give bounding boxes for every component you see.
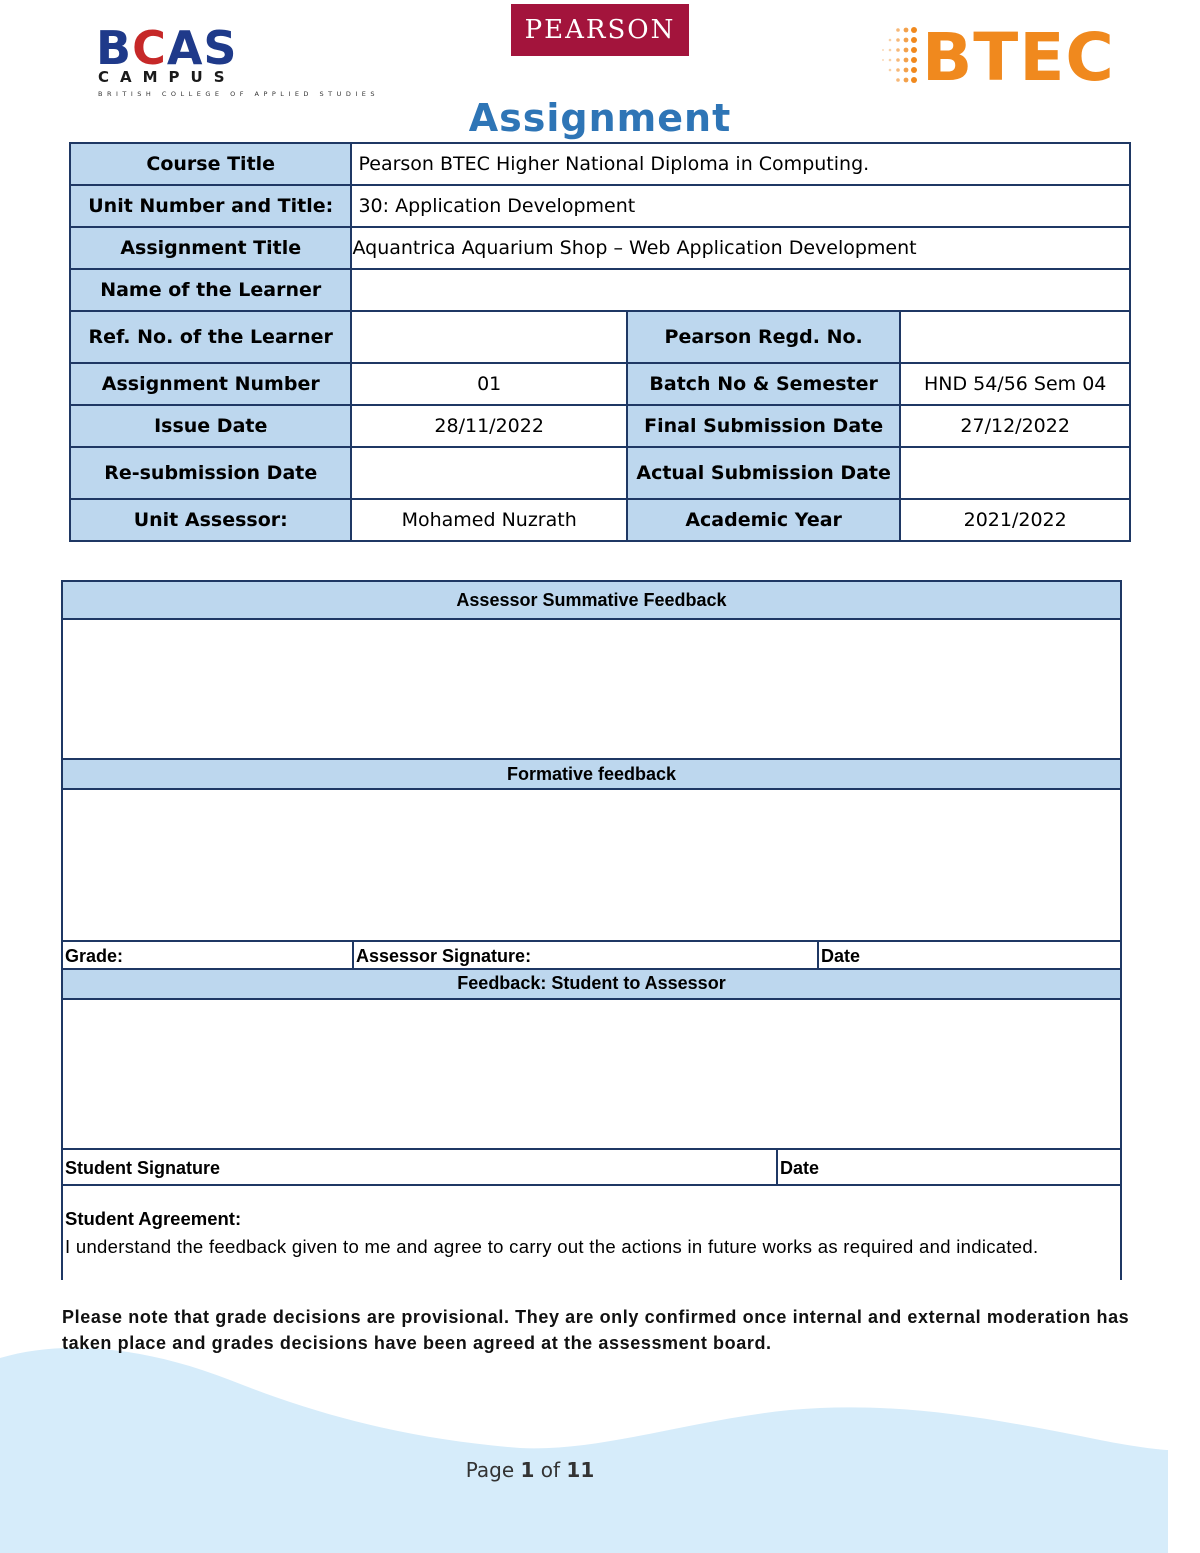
ref-no-label: Ref. No. of the Learner: [70, 311, 351, 363]
student-signature-field[interactable]: Student Signature: [61, 1148, 778, 1186]
resubmission-field[interactable]: [351, 447, 626, 499]
table-row: [70, 311, 1130, 363]
assignment-title-label: Assignment Title: [70, 227, 351, 269]
actual-submission-field[interactable]: [900, 447, 1130, 499]
pearson-regd-label: Pearson Regd. No.: [627, 311, 900, 363]
table-row: [70, 363, 1130, 405]
learner-name-label: Name of the Learner: [70, 269, 351, 311]
assessor-signature-field[interactable]: Assessor Signature:: [352, 940, 819, 970]
table-row: [70, 405, 1130, 447]
feedback-section: [61, 580, 1122, 1280]
table-row: [70, 499, 1130, 541]
summative-feedback-area[interactable]: [61, 620, 1122, 758]
provisional-grade-note: Please note that grade decisions are provisional. They are only confirmed once internal and external moderation has taken place and grades decisions have been agreed at the assessment board.: [62, 1307, 1130, 1353]
summative-feedback-header: Assessor Summative Feedback: [61, 580, 1122, 620]
student-date-field[interactable]: Date: [776, 1148, 1122, 1186]
assignment-number-value: 01: [351, 363, 626, 405]
unit-assessor-value: Mohamed Nuzrath: [351, 499, 626, 541]
grade-field[interactable]: Grade:: [61, 940, 354, 970]
btec-logo: BTEC: [878, 20, 1118, 98]
unit-value: 30: Application Development: [351, 185, 1130, 227]
formative-feedback-area[interactable]: [61, 790, 1122, 940]
assignment-info-table: [69, 142, 1131, 542]
table-row: [70, 143, 1130, 185]
final-submission-value: 27/12/2022: [900, 405, 1130, 447]
bcas-campus-logo: BCAS CAMPUS BRITISH COLLEGE OF APPLIED STUDIES: [96, 21, 380, 98]
assignment-number-label: Assignment Number: [70, 363, 351, 405]
academic-year-label: Academic Year: [627, 499, 900, 541]
page-title: Assignment: [468, 96, 732, 140]
academic-year-value: 2021/2022: [900, 499, 1130, 541]
learner-name-field[interactable]: [351, 269, 1130, 311]
actual-submission-label: Actual Submission Date: [627, 447, 900, 499]
agreement-title: Student Agreement:: [65, 1208, 242, 1229]
page-number: Page 1 of 11: [465, 1458, 595, 1482]
ref-no-field[interactable]: [351, 311, 626, 363]
table-row: [70, 447, 1130, 499]
course-title-label: Course Title: [70, 143, 351, 185]
formative-feedback-header: Formative feedback: [61, 758, 1122, 790]
issue-date-label: Issue Date: [70, 405, 351, 447]
batch-value: HND 54/56 Sem 04: [900, 363, 1130, 405]
course-title-value: Pearson BTEC Higher National Diploma in Computing.: [351, 143, 1130, 185]
table-row: [70, 269, 1130, 311]
pearson-regd-field[interactable]: [900, 311, 1130, 363]
assessor-date-field[interactable]: Date: [817, 940, 1122, 970]
student-agreement: [61, 1186, 1122, 1280]
resubmission-label: Re-submission Date: [70, 447, 351, 499]
assignment-title-value: Aquantrica Aquarium Shop – Web Application Development: [351, 227, 1130, 269]
unit-label: Unit Number and Title:: [70, 185, 351, 227]
student-feedback-area[interactable]: [61, 1000, 1122, 1150]
final-submission-label: Final Submission Date: [627, 405, 900, 447]
unit-assessor-label: Unit Assessor:: [70, 499, 351, 541]
batch-label: Batch No & Semester: [627, 363, 900, 405]
table-row: [70, 227, 1130, 269]
table-row: [70, 185, 1130, 227]
btec-dots-icon: [878, 20, 922, 96]
pearson-logo: PEARSON: [511, 4, 689, 56]
agreement-text: I understand the feedback given to me and agree to carry out the actions in future works as required and indicated.: [65, 1236, 1039, 1257]
student-feedback-header: Feedback: Student to Assessor: [61, 968, 1122, 1000]
issue-date-value: 28/11/2022: [351, 405, 626, 447]
